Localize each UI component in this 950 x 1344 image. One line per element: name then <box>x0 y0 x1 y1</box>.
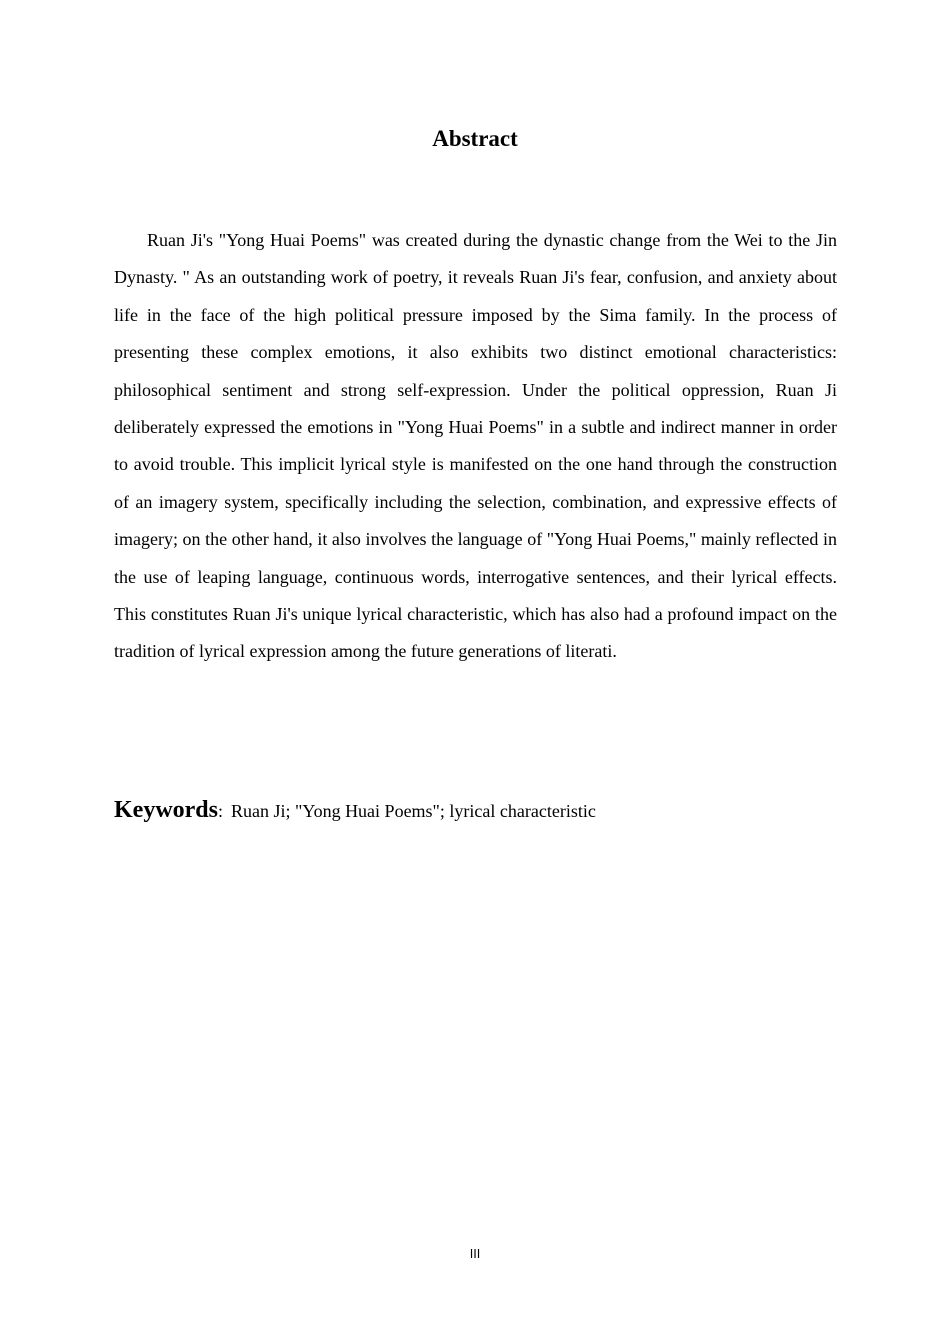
abstract-title: Abstract <box>432 126 518 151</box>
keywords-colon: : <box>218 801 224 821</box>
keywords-value: Ruan Ji; "Yong Huai Poems"; lyrical characteristic <box>231 801 596 821</box>
keywords-label: Keywords <box>114 797 218 823</box>
page-number: III <box>469 1247 481 1261</box>
keywords-line <box>114 792 837 829</box>
abstract-body: Ruan Ji's "Yong Huai Poems" was created during the dynastic change from the Wei to the Jin Dynasty. " As an outstanding work of poetry, it reveals Ruan Ji's fear, confusion, and anxiety about life in the face of the high political pressure imposed by the Sima family. In the process of presenting these complex emotions, it also exhibits two distinct emotional characteristics: philosophical sentiment and strong self-expression. Under the political oppression, Ruan Ji deliberately expressed the emotions in "Yong Huai Poems" in a subtle and indirect manner in order to avoid trouble. This implicit lyrical style is manifested on the one hand through the construction of an imagery system, specifically including the selection, combination, and expressive effects of imagery; on the other hand, it also involves the language of "Yong Huai Poems," mainly reflected in the use of leaping language, continuous words, interrogative sentences, and their lyrical effects. This constitutes Ruan Ji's unique lyrical characteristic, which has also had a profound impact on the tradition of lyrical expression among the future generations of literati. <box>114 230 837 662</box>
